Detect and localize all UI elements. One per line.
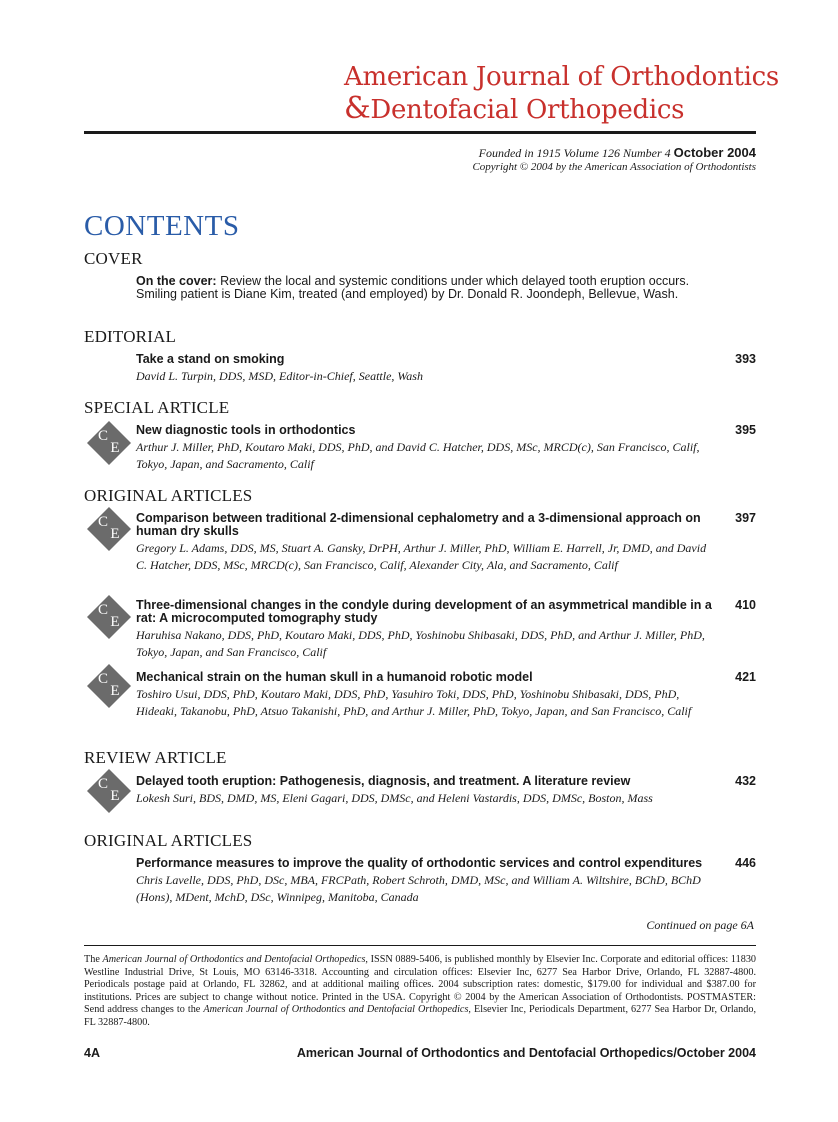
masthead-ampersand: & bbox=[344, 91, 371, 126]
footnote-the: The bbox=[84, 954, 100, 965]
masthead-line1: American Journal of Orthodontics bbox=[344, 62, 779, 92]
footnote-tail: , Elsevier Inc, Periodicals Department, 6277 Sea Harbor Dr, Orlando, FL 32887-4800. bbox=[84, 1004, 757, 1028]
section-special-article: SPECIAL ARTICLE bbox=[84, 398, 230, 417]
article-title[interactable]: Three-dimensional changes in the condyle during development of an asymmetrical mandible in a rat: A microcomputed tomography study bbox=[136, 598, 712, 625]
footnote-rule bbox=[84, 945, 756, 946]
ce-letter-e: E bbox=[110, 526, 120, 542]
article-title[interactable]: Mechanical strain on the human skull in a humanoid robotic model bbox=[136, 670, 533, 684]
cover-label: On the cover: bbox=[136, 274, 217, 288]
toc-entry[interactable] bbox=[136, 671, 756, 719]
page-number: 4A bbox=[84, 1046, 100, 1060]
article-page: 393 bbox=[735, 352, 756, 366]
toc-entry[interactable] bbox=[136, 424, 756, 472]
cover-text: Review the local and systemic conditions under which delayed tooth eruption occurs. Smiling patient is Diane Kim, treated (and employed) by Dr. Donald R. Joondeph, Bellevue, Wash. bbox=[136, 274, 690, 301]
toc-entry[interactable] bbox=[136, 353, 756, 385]
article-authors: Chris Lavelle, DDS, PhD, DSc, MBA, FRCPath, Robert Schroth, DMD, MSc, and William A. Wiltshire, BChD, BChD (Hons), MDent, MchD, DSc, Winnipeg, Manitoba, Canada bbox=[136, 873, 701, 904]
toc-entry[interactable] bbox=[136, 857, 756, 905]
ce-letter-c: C bbox=[97, 514, 109, 530]
cover-description bbox=[136, 275, 696, 300]
article-authors: Haruhisa Nakano, DDS, PhD, Koutaro Maki, DDS, PhD, Yoshinobu Shibasaki, DDS, PhD, and Arthur J. Miller, PhD, Tokyo, Japan, and San Francisco, Calif bbox=[136, 628, 705, 659]
continued-note[interactable]: Continued on page 6A bbox=[646, 918, 754, 932]
contents-heading: CONTENTS bbox=[84, 210, 240, 242]
article-title[interactable]: Take a stand on smoking bbox=[136, 352, 285, 366]
masthead-line2 bbox=[344, 91, 764, 126]
ce-letter-c: C bbox=[97, 776, 109, 792]
article-authors: Toshiro Usui, DDS, PhD, Koutaro Maki, DDS, PhD, Yasuhiro Toki, DDS, PhD, Yoshinobu Shibasaki, DDS, PhD, Hideaki, Takanobu, PhD, Atsuo Takanishi, PhD, and Arthur J. Miller, PhD, Tokyo, Japan, and San Francisco, Calif bbox=[136, 687, 692, 718]
section-original-articles: ORIGINAL ARTICLES bbox=[84, 831, 253, 850]
toc-entry[interactable] bbox=[136, 599, 756, 660]
masthead-line2-text: Dentofacial Orthopedics bbox=[370, 95, 685, 125]
ce-credit-icon bbox=[86, 768, 132, 814]
section-original-articles: ORIGINAL ARTICLES bbox=[84, 486, 253, 505]
article-page: 446 bbox=[735, 856, 756, 870]
copyright-line: Copyright © 2004 by the American Association of Orthodontists bbox=[472, 161, 756, 173]
footnote-body: , ISSN 0889-5406, is published monthly by Elsevier Inc. Corporate and editorial offices: 11830 Westline Industrial Drive, St Louis, MO 63146-3318. Accounting and circulation offices: Elsevier Inc, 6277 Sea Harbor Drive, Orlando, FL 32887-4800. Periodicals postage paid at Orlando, FL 32862, and at additional mailing offices. 2004 subscription rates: domestic, $179.00 for individual and $387.00 for institutions. Prices are subject to change without notice. Printed in the USA. Copyright © 2004 by the American Association of Orthodontists. POSTMASTER: Send address changes to the bbox=[84, 954, 757, 1015]
article-page: 421 bbox=[735, 670, 756, 684]
ce-credit-icon bbox=[86, 594, 132, 640]
footnote-journal: American Journal of Orthodontics and Dentofacial Orthopedics bbox=[102, 954, 366, 965]
article-title[interactable]: Performance measures to improve the quality of orthodontic services and control expenditures bbox=[136, 856, 703, 870]
ce-letter-c: C bbox=[97, 671, 109, 687]
ce-letter-e: E bbox=[110, 614, 120, 630]
toc-entry[interactable] bbox=[136, 512, 756, 573]
publication-footnote bbox=[84, 954, 756, 1029]
article-page: 410 bbox=[735, 598, 756, 612]
running-title: American Journal of Orthodontics and Dentofacial Orthopedics/October 2004 bbox=[296, 1046, 756, 1060]
article-title[interactable]: Comparison between traditional 2-dimensional cephalometry and a 3-dimensional approach on human dry skulls bbox=[136, 511, 701, 538]
journal-masthead bbox=[344, 60, 779, 126]
footnote-journal-2: American Journal of Orthodontics and Dentofacial Orthopedics bbox=[203, 1004, 469, 1015]
issue-date: October 2004 bbox=[673, 145, 756, 160]
ce-letter-e: E bbox=[110, 788, 120, 804]
founded-volume: Founded in 1915 Volume 126 Number 4 bbox=[478, 146, 671, 160]
ce-credit-icon bbox=[86, 663, 132, 709]
section-cover: COVER bbox=[84, 249, 143, 268]
article-page: 395 bbox=[735, 423, 756, 437]
section-review-article: REVIEW ARTICLE bbox=[84, 748, 227, 767]
ce-letter-e: E bbox=[110, 683, 120, 699]
article-page: 432 bbox=[735, 774, 756, 788]
article-title[interactable]: New diagnostic tools in orthodontics bbox=[136, 423, 356, 437]
ce-letter-c: C bbox=[97, 428, 109, 444]
article-page: 397 bbox=[735, 511, 756, 525]
article-authors: Gregory L. Adams, DDS, MS, Stuart A. Gansky, DrPH, Arthur J. Miller, PhD, William E. Harrell, Jr, DMD, and David C. Hatcher, DDS, MSc, MRCD(c), San Francisco, Calif, Alexander City, Ala, and Sacramento, Calif bbox=[136, 541, 707, 572]
ce-credit-icon bbox=[86, 420, 132, 466]
ce-credit-icon bbox=[86, 506, 132, 552]
article-authors: Arthur J. Miller, PhD, Koutaro Maki, DDS, PhD, and David C. Hatcher, DDS, MSc, MRCD(c), San Francisco, Calif, Tokyo, Japan, and Sacramento, Calif bbox=[136, 440, 700, 471]
article-authors: Lokesh Suri, BDS, DMD, MS, Eleni Gagari, DDS, DMSc, and Heleni Vastardis, DDS, DMSc, Boston, Mass bbox=[136, 791, 653, 805]
ce-letter-c: C bbox=[97, 602, 109, 618]
article-title[interactable]: Delayed tooth eruption: Pathogenesis, diagnosis, and treatment. A literature review bbox=[136, 774, 631, 788]
toc-entry[interactable] bbox=[136, 775, 756, 807]
header-rule bbox=[84, 131, 756, 134]
section-editorial: EDITORIAL bbox=[84, 327, 177, 346]
issue-info bbox=[479, 146, 756, 160]
article-authors: David L. Turpin, DDS, MSD, Editor-in-Chief, Seattle, Wash bbox=[136, 369, 423, 383]
ce-letter-e: E bbox=[110, 440, 120, 456]
